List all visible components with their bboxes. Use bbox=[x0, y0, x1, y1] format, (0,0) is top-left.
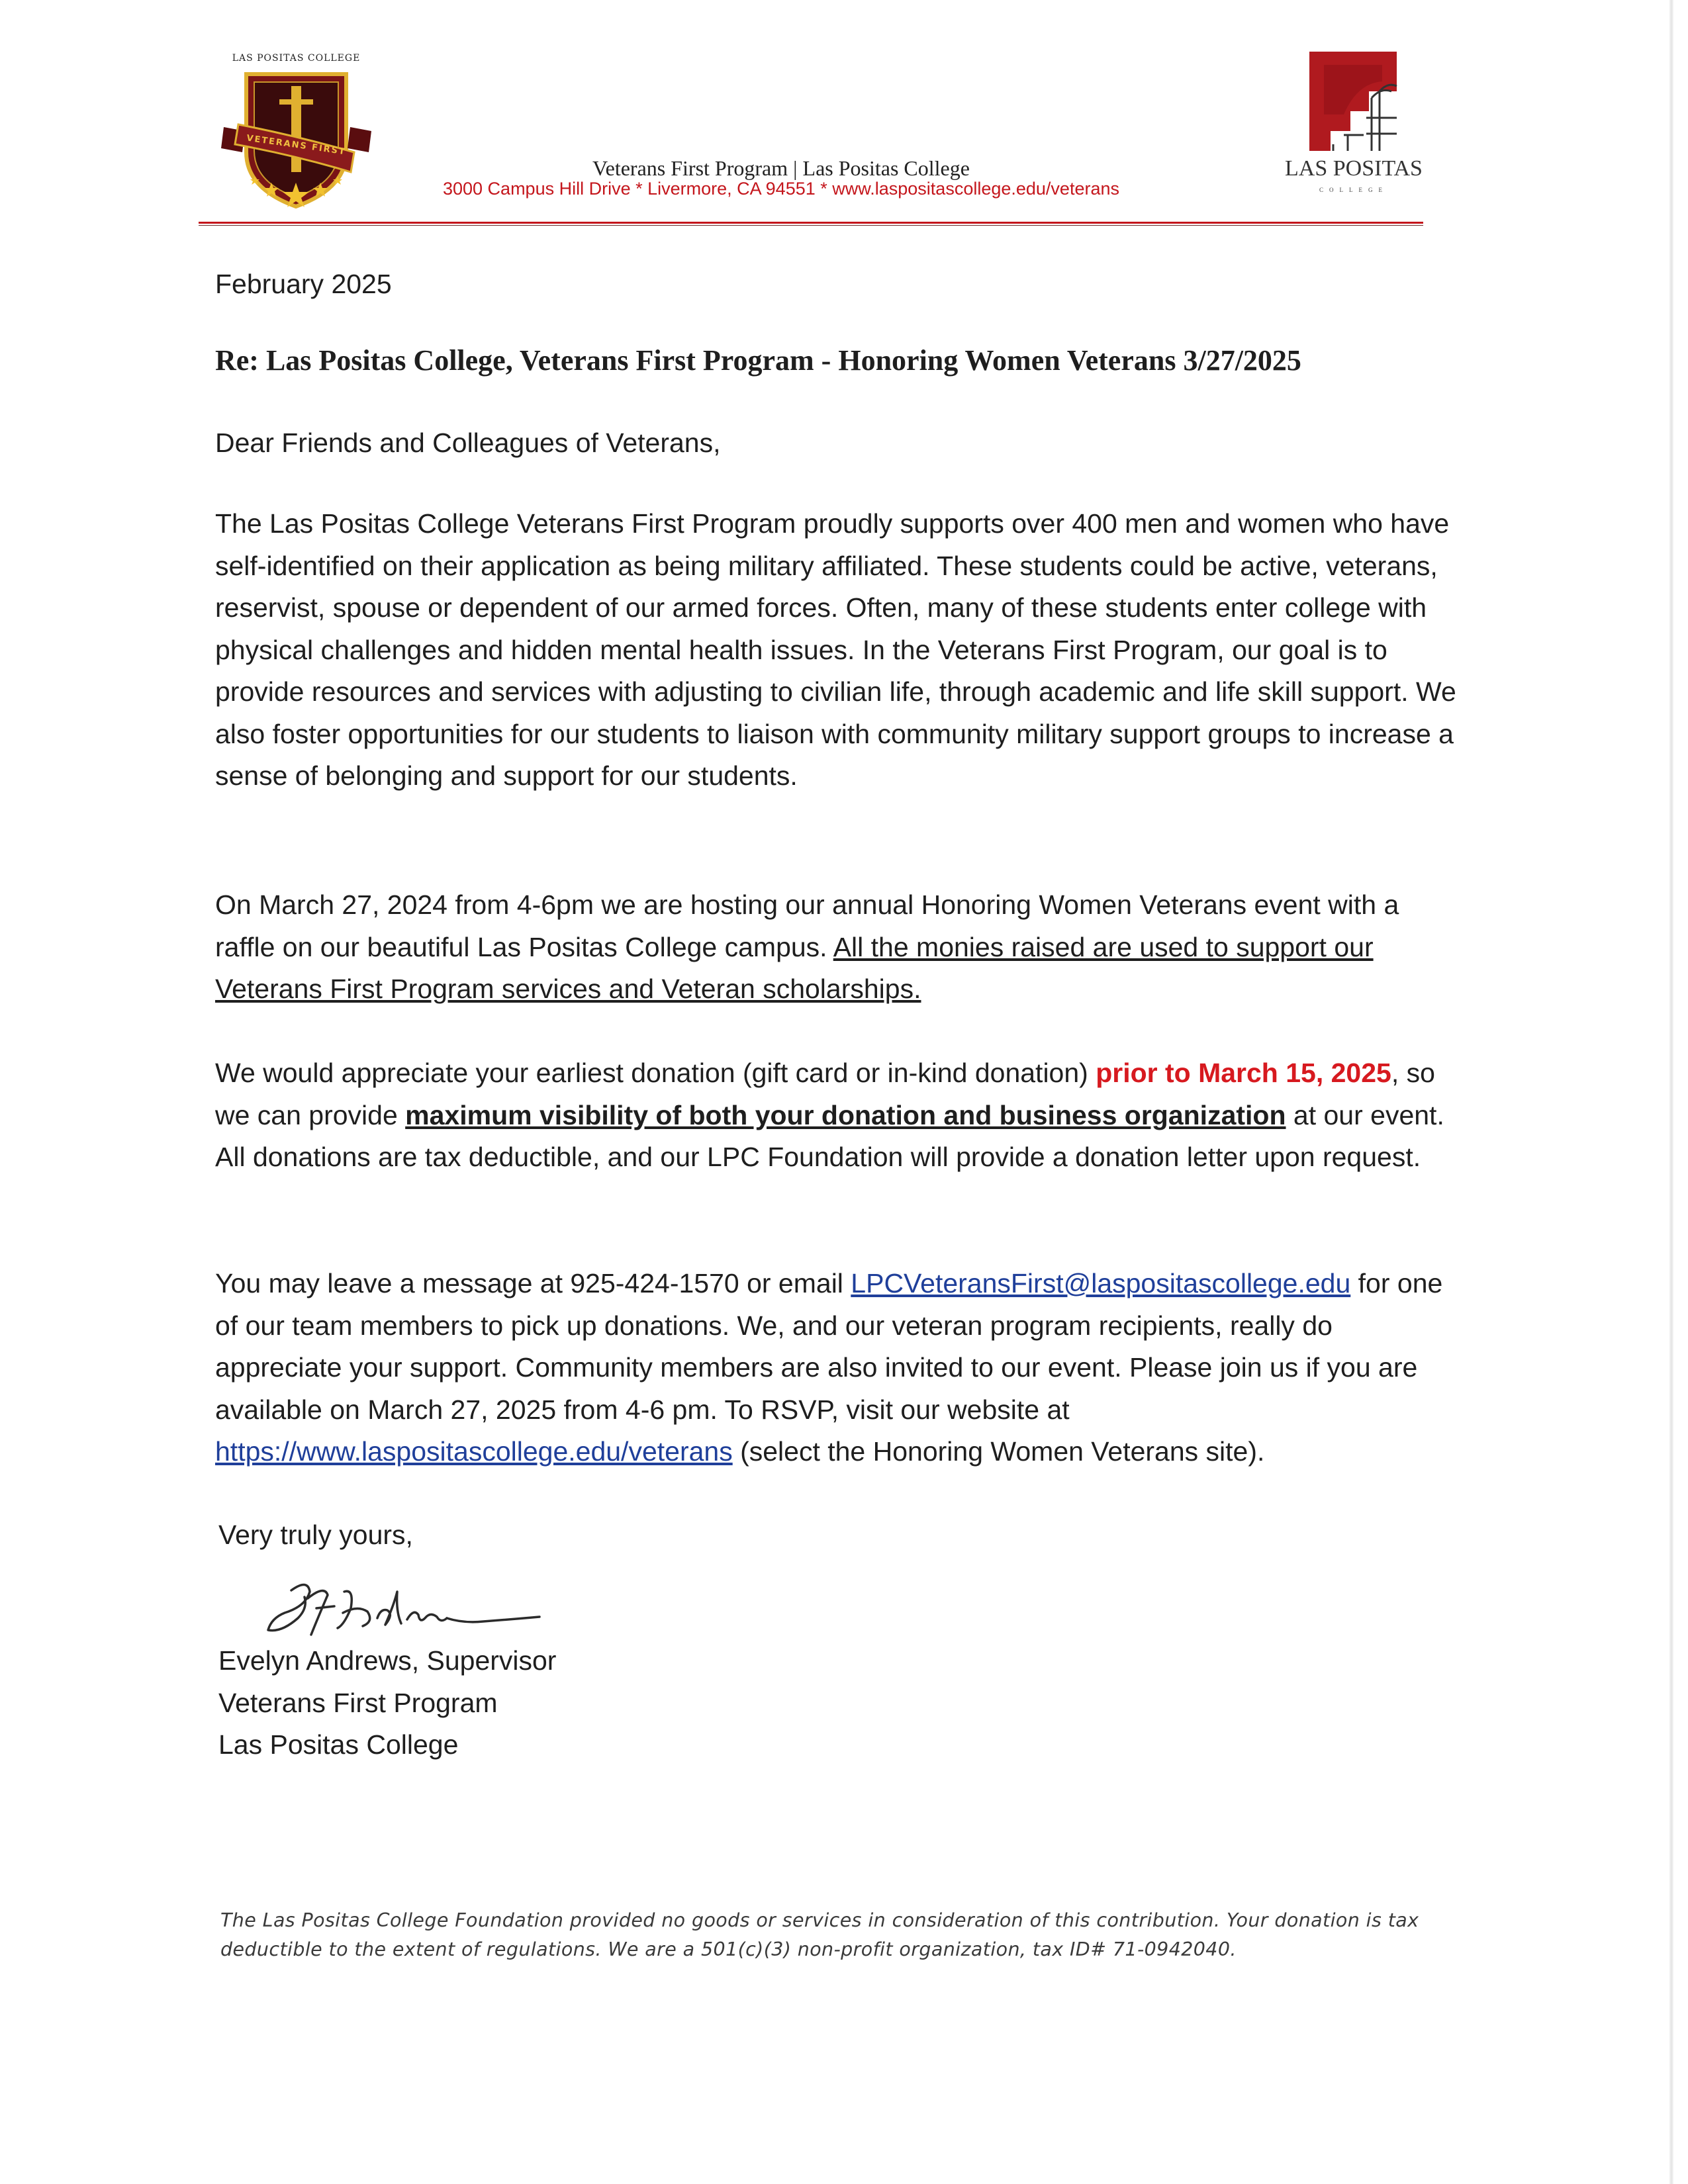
scan-edge bbox=[1669, 0, 1673, 2184]
donation-text-b: , so we can provide bbox=[215, 1058, 1435, 1130]
header-rule-red bbox=[199, 222, 1423, 224]
donation-text-c: at our event. All donations are tax deductible, and our LPC Foundation will provide a donation letter upon request. bbox=[215, 1099, 1444, 1172]
letter-date: February 2025 bbox=[215, 269, 392, 299]
donation-text-a: We would appreciate your earliest donation (gift card or in-kind donation) bbox=[215, 1058, 1096, 1088]
signer-name: Evelyn Andrews, Supervisor bbox=[218, 1645, 557, 1676]
signature-block bbox=[218, 1640, 556, 1766]
paragraph-contact-info bbox=[215, 1263, 1466, 1473]
website-link[interactable]: https://www.laspositascollege.edu/veterans bbox=[215, 1436, 733, 1467]
las-positas-logo-name: LAS POSITAS bbox=[1285, 156, 1423, 181]
closing: Very truly yours, bbox=[218, 1520, 413, 1550]
visibility-text: maximum visibility of both your donation and business organization bbox=[405, 1099, 1286, 1130]
signer-organization: Las Positas College bbox=[218, 1729, 459, 1760]
paragraph-event-announcement bbox=[215, 884, 1466, 1011]
contact-text-c: (select the Honoring Women Veterans site). bbox=[732, 1436, 1265, 1467]
salutation: Dear Friends and Colleagues of Veterans, bbox=[215, 428, 721, 458]
las-positas-logo bbox=[1297, 52, 1403, 158]
letterhead-address: 3000 Campus Hill Drive * Livermore, CA 94551 * www.laspositascollege.edu/veterans bbox=[442, 179, 1119, 199]
header-rule-dark bbox=[199, 225, 1423, 226]
tax-disclaimer: The Las Positas College Foundation provided no goods or services in consideration of this contribution. Your donation is tax deductible to the extent of regulations. We are a 501(c)(3) non-profit organization, tax ID# 71-0942040. bbox=[220, 1909, 1419, 1960]
email-link[interactable]: LPCVeteransFirst@laspositascollege.edu bbox=[851, 1268, 1351, 1298]
contact-text-a: You may leave a message at 925-424-1570 or email bbox=[215, 1268, 851, 1298]
contact-text-b: for one of our team members to pick up donations. We, and our veteran program recipients, really do appreciate your support. Community members are also invited to our event. Please join us if you are available on March 27, 2025 from 4-6 pm. To RSVP, visit our website at bbox=[215, 1268, 1443, 1425]
handwritten-signature bbox=[245, 1572, 543, 1645]
las-positas-logo-sub: COLLEGE bbox=[1319, 187, 1388, 193]
subject-line: Re: Las Positas College, Veterans First Program - Honoring Women Veterans 3/27/2025 bbox=[215, 344, 1301, 377]
paragraph-program-overview: The Las Positas College Veterans First Program proudly supports over 400 men and women who have self-identified on their application as being military affiliated. These students could be active, veterans, reservist, spouse or dependent of our armed forces. Often, many of these students enter college with physical challenges and hidden mental health issues. In the Veterans First Program, our goal is to provide resources and services with adjusting to civilian life, through academic and life skill support. We also foster opportunities for our students to liaison with community military support groups to increase a sense of belonging and support for our students. bbox=[215, 508, 1456, 791]
signer-program: Veterans First Program bbox=[218, 1687, 498, 1718]
monies-raised-text: All the monies raised are used to support our Veterans First Program services and Veteran scholarships. bbox=[215, 931, 1374, 1004]
deadline-text: prior to March 15, 2025 bbox=[1096, 1058, 1391, 1088]
paragraph-donation-request bbox=[215, 1052, 1466, 1179]
event-text: On March 27, 2024 from 4-6pm we are hosting our annual Honoring Women Veterans event with a raffle on our beautiful Las Positas College campus. bbox=[215, 889, 1399, 962]
crest-arc-text: LAS POSITAS COLLEGE bbox=[232, 53, 361, 64]
letterhead-title: Veterans First Program | Las Positas College bbox=[592, 156, 970, 180]
crest-ribbon-text: VETERANS FIRST bbox=[246, 133, 347, 158]
